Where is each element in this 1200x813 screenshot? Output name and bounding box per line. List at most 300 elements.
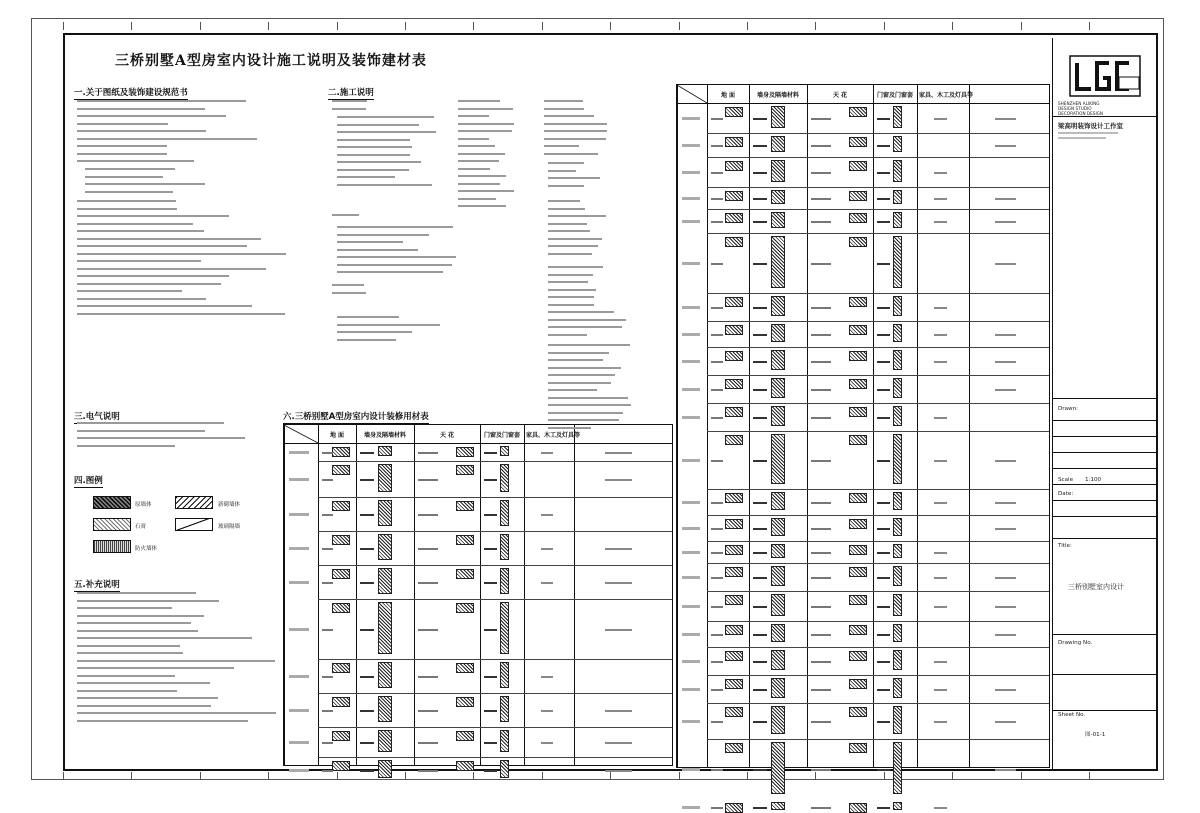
material-code-mark — [893, 190, 902, 204]
paragraph-line — [77, 600, 219, 602]
paragraph-line — [337, 154, 410, 156]
material-code-mark — [332, 697, 350, 707]
ruler-tick — [337, 22, 338, 30]
material-code-mark — [849, 595, 867, 605]
material-note — [934, 198, 947, 200]
material-code-mark — [893, 160, 902, 182]
material-note — [811, 552, 831, 554]
material-note — [877, 552, 890, 554]
material-note — [360, 770, 374, 772]
paragraph-line — [77, 153, 167, 155]
material-note — [711, 417, 723, 419]
paragraph-line — [77, 268, 266, 270]
material-code-mark — [893, 324, 902, 342]
material-note — [605, 742, 632, 744]
room-name — [682, 633, 700, 636]
room-name — [682, 459, 700, 462]
paragraph-line — [548, 311, 614, 313]
material-note — [995, 721, 1017, 723]
material-code-mark — [849, 519, 867, 529]
material-code-mark — [771, 678, 785, 698]
material-note — [484, 479, 497, 481]
material-code-mark — [332, 501, 350, 511]
material-note — [995, 528, 1017, 530]
room-name — [289, 451, 309, 454]
paragraph-line — [77, 200, 176, 202]
material-code-mark — [725, 137, 743, 147]
material-note — [484, 452, 497, 454]
paragraph-line — [77, 720, 248, 722]
room-name — [682, 605, 700, 608]
table-header-cell: 地 面 — [720, 92, 736, 99]
table-row-divider — [707, 563, 1049, 564]
paragraph-line — [77, 123, 168, 125]
paragraph-line — [458, 145, 495, 147]
material-code-mark — [771, 296, 785, 316]
paragraph-line — [337, 146, 412, 148]
paragraph-line — [458, 138, 489, 140]
material-code-mark — [893, 566, 902, 586]
material-note — [995, 689, 1017, 691]
paragraph-line — [548, 404, 631, 406]
paragraph-line — [458, 100, 500, 102]
paragraph-line — [77, 682, 210, 684]
material-note — [753, 502, 767, 504]
material-code-mark — [378, 696, 392, 722]
section-heading-3: 三.电气说明 — [74, 412, 120, 422]
material-note — [605, 582, 632, 584]
ruler-tick — [542, 772, 543, 780]
material-code-mark — [849, 803, 867, 813]
ruler-tick — [815, 772, 816, 780]
paragraph-line — [458, 115, 489, 117]
paragraph-line — [77, 130, 206, 132]
material-note — [605, 710, 632, 712]
material-note — [811, 145, 831, 147]
material-code-mark — [771, 706, 785, 734]
material-code-mark — [332, 465, 350, 475]
paragraph-line — [337, 316, 399, 318]
material-note — [753, 118, 767, 120]
paragraph-line — [77, 313, 285, 315]
paragraph-line — [337, 176, 395, 178]
material-note — [753, 417, 767, 419]
material-code-mark — [771, 566, 785, 586]
material-code-mark — [771, 406, 785, 426]
paragraph-line — [548, 319, 626, 321]
material-note — [322, 676, 333, 678]
paragraph-line — [548, 389, 597, 391]
paragraph-line — [77, 275, 229, 277]
material-code-mark — [332, 603, 350, 613]
room-name — [289, 513, 309, 516]
material-note — [811, 502, 831, 504]
table-row-divider — [707, 739, 1049, 740]
paragraph-line — [337, 131, 436, 133]
material-code-mark — [378, 760, 392, 778]
room-name — [289, 581, 309, 584]
material-note — [934, 361, 947, 363]
paragraph-line — [544, 145, 579, 147]
material-code-mark — [893, 350, 902, 370]
ruler-tick — [747, 772, 748, 780]
paragraph-line — [85, 176, 163, 178]
material-code-mark — [456, 535, 474, 545]
material-note — [877, 198, 890, 200]
material-note — [995, 634, 1017, 636]
paragraph-line — [548, 274, 593, 276]
ruler-tick — [473, 22, 474, 30]
material-note — [711, 145, 723, 147]
table-row-divider — [707, 233, 1049, 234]
paragraph-line — [337, 324, 440, 326]
paragraph-line — [548, 326, 622, 328]
paragraph-line — [77, 630, 198, 632]
paragraph-line — [548, 397, 628, 399]
material-note — [811, 606, 831, 608]
material-code-mark — [332, 731, 350, 741]
table-header-cell: 家具、木工及灯具等 — [526, 432, 581, 439]
table-column-divider — [318, 425, 319, 765]
paragraph-line — [458, 168, 490, 170]
paragraph-line — [77, 290, 182, 292]
material-code-mark — [725, 625, 743, 635]
material-code-mark — [893, 518, 902, 536]
material-code-mark — [500, 500, 509, 526]
material-code-mark — [771, 136, 785, 152]
paragraph-line — [77, 305, 252, 307]
material-note — [811, 221, 831, 223]
material-note — [877, 721, 890, 723]
ruler-tick — [131, 772, 132, 780]
drawing-no-label: Drawing No. — [1058, 640, 1093, 646]
company-name-cn: 梁高明装饰设计工作室 — [1058, 122, 1123, 130]
section-heading-5: 五.补充说明 — [74, 580, 120, 590]
material-note — [753, 263, 767, 265]
material-note — [877, 263, 890, 265]
material-code-mark — [771, 650, 785, 670]
material-code-mark — [771, 492, 785, 510]
material-code-mark — [849, 297, 867, 307]
paragraph-line — [458, 205, 506, 207]
paragraph-line — [85, 168, 175, 170]
material-note — [322, 479, 333, 481]
material-note — [877, 307, 890, 309]
material-code-mark — [849, 407, 867, 417]
material-note — [877, 502, 890, 504]
room-name — [682, 144, 700, 147]
material-note — [934, 552, 947, 554]
material-code-mark — [378, 730, 392, 752]
room-name — [682, 720, 700, 723]
material-note — [711, 389, 723, 391]
table-row-divider — [707, 515, 1049, 516]
paragraph-line — [77, 675, 175, 677]
material-note — [753, 769, 767, 771]
material-note — [753, 634, 767, 636]
material-note — [711, 460, 723, 462]
material-code-mark — [500, 602, 509, 654]
material-code-mark — [893, 706, 902, 734]
paragraph-line — [337, 161, 421, 163]
table-column-divider — [574, 425, 575, 765]
material-note — [541, 742, 554, 744]
paragraph-line — [544, 130, 607, 132]
ruler-tick — [473, 772, 474, 780]
paragraph-line — [332, 100, 367, 102]
material-code-mark — [378, 534, 392, 560]
paragraph-line — [337, 264, 452, 266]
material-note — [934, 807, 947, 809]
material-note — [811, 334, 831, 336]
material-note — [995, 606, 1017, 608]
paragraph-line — [548, 412, 623, 414]
table-row-divider — [707, 347, 1049, 348]
paragraph-line — [548, 359, 603, 361]
material-note — [484, 742, 497, 744]
material-code-mark — [725, 161, 743, 171]
material-note — [322, 514, 333, 516]
material-note — [360, 548, 374, 550]
company-phone — [1058, 137, 1106, 139]
paragraph-line — [337, 116, 434, 118]
material-code-mark — [500, 662, 509, 688]
material-code-mark — [725, 567, 743, 577]
paragraph-line — [548, 245, 598, 247]
paragraph-line — [548, 162, 584, 164]
material-note — [934, 689, 947, 691]
material-note — [877, 577, 890, 579]
paragraph-line — [548, 177, 600, 179]
material-code-mark — [378, 500, 392, 526]
material-note — [541, 676, 554, 678]
material-code-mark — [849, 707, 867, 717]
table-row-divider — [707, 209, 1049, 210]
materials-table-2 — [676, 84, 1050, 768]
material-note — [753, 145, 767, 147]
ruler-tick — [131, 22, 132, 30]
material-note — [753, 198, 767, 200]
material-note — [605, 770, 632, 772]
material-note — [753, 552, 767, 554]
material-note — [322, 582, 333, 584]
material-code-mark — [849, 191, 867, 201]
material-note — [360, 676, 374, 678]
room-name — [682, 171, 700, 174]
header-diagonal — [677, 85, 707, 103]
material-code-mark — [771, 350, 785, 370]
paragraph-line — [548, 215, 606, 217]
room-name — [682, 306, 700, 309]
room-name — [682, 388, 700, 391]
room-name — [682, 768, 700, 771]
paragraph-line — [77, 145, 167, 147]
ruler-tick — [610, 22, 611, 30]
ruler-tick — [337, 772, 338, 780]
material-code-mark — [771, 518, 785, 536]
paragraph-line — [332, 108, 366, 110]
paragraph-line — [548, 344, 630, 346]
room-name — [682, 197, 700, 200]
table-header-cell: 家具、木工及灯具等 — [919, 92, 974, 99]
material-code-mark — [332, 535, 350, 545]
paragraph-line — [77, 697, 218, 699]
ruler-tick — [268, 772, 269, 780]
material-code-mark — [332, 663, 350, 673]
paragraph-line — [548, 185, 584, 187]
material-code-mark — [725, 325, 743, 335]
paragraph-line — [337, 249, 418, 251]
material-note — [711, 528, 723, 530]
table-row-divider — [318, 565, 672, 566]
ruler-tick — [1021, 772, 1022, 780]
ruler-tick — [1089, 772, 1090, 780]
paragraph-line — [77, 298, 206, 300]
material-note — [877, 634, 890, 636]
material-code-mark — [849, 743, 867, 753]
material-note — [995, 145, 1017, 147]
material-code-mark — [500, 464, 509, 492]
legend-swatch-gypsum — [93, 518, 131, 531]
material-note — [811, 721, 831, 723]
company-name-en: SHENZHEN ALIKING DESIGN STUDIO DECORATION DESIGN — [1058, 101, 1104, 116]
material-note — [811, 417, 831, 419]
ruler-tick — [952, 22, 953, 30]
material-code-mark — [500, 568, 509, 594]
material-code-mark — [500, 696, 509, 722]
material-code-mark — [725, 707, 743, 717]
material-code-mark — [771, 624, 785, 642]
company-logo-icon — [1069, 55, 1141, 97]
material-note — [322, 548, 333, 550]
paragraph-line — [548, 208, 585, 210]
paragraph-line — [548, 200, 580, 202]
page-title: 三桥别墅A型房室内设计施工说明及装饰建材表 — [115, 53, 427, 69]
table-row-divider — [707, 187, 1049, 188]
material-note — [995, 198, 1017, 200]
material-note — [753, 334, 767, 336]
material-note — [877, 528, 890, 530]
paragraph-line — [77, 223, 193, 225]
table-row-divider — [707, 375, 1049, 376]
material-code-mark — [500, 534, 509, 560]
material-code-mark — [725, 237, 743, 247]
room-name — [682, 501, 700, 504]
paragraph-line — [548, 230, 590, 232]
material-note — [811, 634, 831, 636]
material-note — [711, 307, 723, 309]
material-note — [711, 721, 723, 723]
material-code-mark — [771, 106, 785, 128]
table-row-divider — [318, 693, 672, 694]
paragraph-line — [77, 283, 221, 285]
room-name — [682, 117, 700, 120]
paragraph-line — [332, 214, 359, 216]
material-note — [995, 389, 1017, 391]
material-code-mark — [893, 594, 902, 616]
material-code-mark — [725, 407, 743, 417]
material-note — [877, 769, 890, 771]
material-code-mark — [725, 435, 743, 445]
material-note — [811, 769, 831, 771]
paragraph-line — [548, 281, 588, 283]
material-note — [484, 582, 497, 584]
material-note — [711, 502, 723, 504]
material-note — [877, 807, 890, 809]
material-note — [484, 770, 497, 772]
paragraph-line — [458, 123, 514, 125]
paragraph-line — [77, 430, 205, 432]
ruler-tick — [200, 772, 201, 780]
room-name — [289, 741, 309, 744]
material-note — [811, 361, 831, 363]
table-row-divider — [318, 727, 672, 728]
table-row-divider — [707, 293, 1049, 294]
material-note — [418, 452, 438, 454]
materials-table-1 — [283, 424, 673, 766]
table-row-divider — [707, 591, 1049, 592]
material-code-mark — [456, 447, 474, 457]
material-note — [541, 710, 554, 712]
material-note — [605, 452, 632, 454]
material-note — [934, 172, 947, 174]
paragraph-line — [77, 260, 201, 262]
ruler-tick — [63, 772, 64, 780]
material-note — [418, 770, 438, 772]
legend-swatch-glass — [175, 518, 213, 531]
paragraph-line — [77, 712, 276, 714]
paragraph-line — [77, 215, 229, 217]
paragraph-line — [77, 645, 180, 647]
paragraph-line — [544, 153, 598, 155]
paragraph-line — [548, 352, 609, 354]
material-code-mark — [849, 379, 867, 389]
table-header-cell: 地 面 — [329, 432, 345, 439]
material-note — [877, 334, 890, 336]
paragraph-line — [77, 108, 205, 110]
table-header-cell: 天 花 — [832, 92, 848, 99]
room-name — [682, 806, 700, 809]
material-note — [711, 334, 723, 336]
legend-label: 防火墙体 — [135, 546, 158, 552]
material-note — [934, 417, 947, 419]
paragraph-line — [458, 108, 513, 110]
table-row-divider — [707, 321, 1049, 322]
legend-label: 原墙体 — [135, 502, 152, 508]
table-row-divider — [707, 133, 1049, 134]
material-code-mark — [378, 662, 392, 688]
material-note — [934, 118, 947, 120]
material-note — [360, 452, 374, 454]
material-note — [360, 582, 374, 584]
paragraph-line — [77, 615, 204, 617]
ruler-tick — [1089, 22, 1090, 30]
material-note — [934, 221, 947, 223]
room-name — [682, 660, 700, 663]
material-code-mark — [725, 493, 743, 503]
material-note — [484, 629, 497, 631]
table-header-cell: 门窗及门窗套 — [876, 92, 913, 99]
material-note — [811, 807, 831, 809]
room-name — [682, 333, 700, 336]
material-code-mark — [456, 501, 474, 511]
material-note — [811, 118, 831, 120]
paragraph-line — [548, 427, 591, 429]
paragraph-line — [544, 123, 607, 125]
material-note — [753, 689, 767, 691]
table-column-divider — [414, 425, 415, 765]
material-code-mark — [725, 379, 743, 389]
